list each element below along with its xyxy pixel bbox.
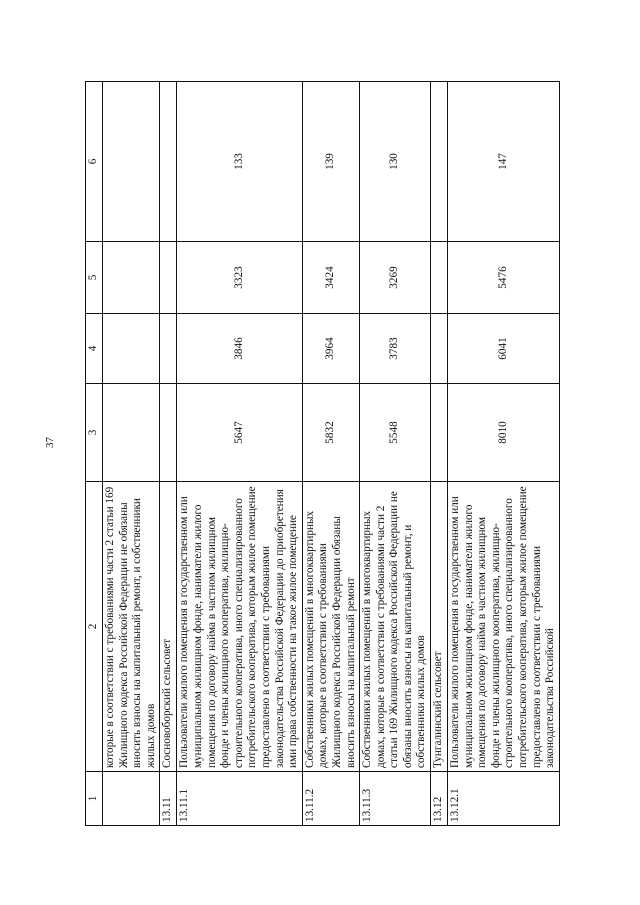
- section-id: 13.12: [431, 772, 448, 826]
- section-title: Сосновоборский сельсовет: [160, 482, 177, 772]
- value-col-5: 5476: [448, 242, 560, 314]
- value-col-4: [103, 314, 160, 384]
- section-title: Тунгалинский сельсовет: [431, 482, 448, 772]
- row-id: 13.11.3: [360, 772, 431, 826]
- value-col-4: 3783: [360, 314, 431, 384]
- value-col-4: 6041: [448, 314, 560, 384]
- value-col-3: 8010: [448, 384, 560, 482]
- section-id: 13.11: [160, 772, 177, 826]
- value-col-6: [103, 82, 160, 242]
- value-col-5: [103, 242, 160, 314]
- value-col-4: 3846: [177, 314, 302, 384]
- table-row: [177, 82, 302, 826]
- table-row: [103, 82, 160, 826]
- row-description: Пользователи жилого помещения в государственном или муниципальном жилищном фонде, наниматели жилого помещения по договору найма в частном жилищном фонде и члены жилищного кооператива, жилищно-строительного кооператива, иного специализированного потребительского кооператива, которым жилое помещение предоставлено в соответствии с требованиями законодательства Российской Федерации до приобретения ими права собственности на такое жилое помещение: [177, 482, 302, 772]
- row-id: 13.11.2: [302, 772, 359, 826]
- value-col-5: 3323: [177, 242, 302, 314]
- value-col-4: 3964: [302, 314, 359, 384]
- header-cell: 5: [86, 242, 103, 314]
- row-id: [103, 772, 160, 826]
- value-col-5: 3424: [302, 242, 359, 314]
- header-cell: 1: [86, 772, 103, 826]
- value-col-6: 139: [302, 82, 359, 242]
- tariff-table: [85, 81, 560, 826]
- row-description: Собственники жилых помещений в многоквартирных домах, которые в соответствии с требованиями части 2 статьи 169 Жилищного кодекса Российской Федерации не обязаны вносить взносы на капитальный ремонт, и собственники жилых домов: [360, 482, 431, 772]
- header-cell: 6: [86, 82, 103, 242]
- row-description: которые в соответствии с требованиями части 2 статьи 169 Жилищного кодекса Российской Федерации не обязаны вносить взносы на капитальный ремонт, и собственники жилых домов: [103, 482, 160, 772]
- header-row: [86, 82, 103, 826]
- header-cell: 4: [86, 314, 103, 384]
- table-row: [448, 82, 560, 826]
- value-col-3: [103, 384, 160, 482]
- value-col-3: 5647: [177, 384, 302, 482]
- row-id: 13.12.1: [448, 772, 560, 826]
- section-row: [160, 82, 177, 826]
- page-number: 37: [44, 437, 56, 448]
- row-description: Собственники жилых помещений в многоквартирных домах, которые в соответствии с требованиями Жилищного кодекса Российской Федерации обязаны вносить взносы на капитальный ремонт: [302, 482, 359, 772]
- table-row: [302, 82, 359, 826]
- row-id: 13.11.1: [177, 772, 302, 826]
- header-cell: 3: [86, 384, 103, 482]
- rotated-table-container: [85, 82, 557, 826]
- value-col-6: 133: [177, 82, 302, 242]
- row-description: Пользователи жилого помещения в государственном или муниципальном жилищном фонде, наниматели жилого помещения по договору найма в частном жилищном фонде и члены жилищного кооператива, жилищно-строительного кооператива, иного специализированного потребительского кооператива, которым жилое помещение предоставлено в соответствии с требованиями законодательства Российской: [448, 482, 560, 772]
- value-col-3: 5548: [360, 384, 431, 482]
- header-cell: 2: [86, 482, 103, 772]
- value-col-6: 147: [448, 82, 560, 242]
- section-row: [431, 82, 448, 826]
- table-row: [360, 82, 431, 826]
- value-col-3: 5832: [302, 384, 359, 482]
- value-col-6: 130: [360, 82, 431, 242]
- value-col-5: 3269: [360, 242, 431, 314]
